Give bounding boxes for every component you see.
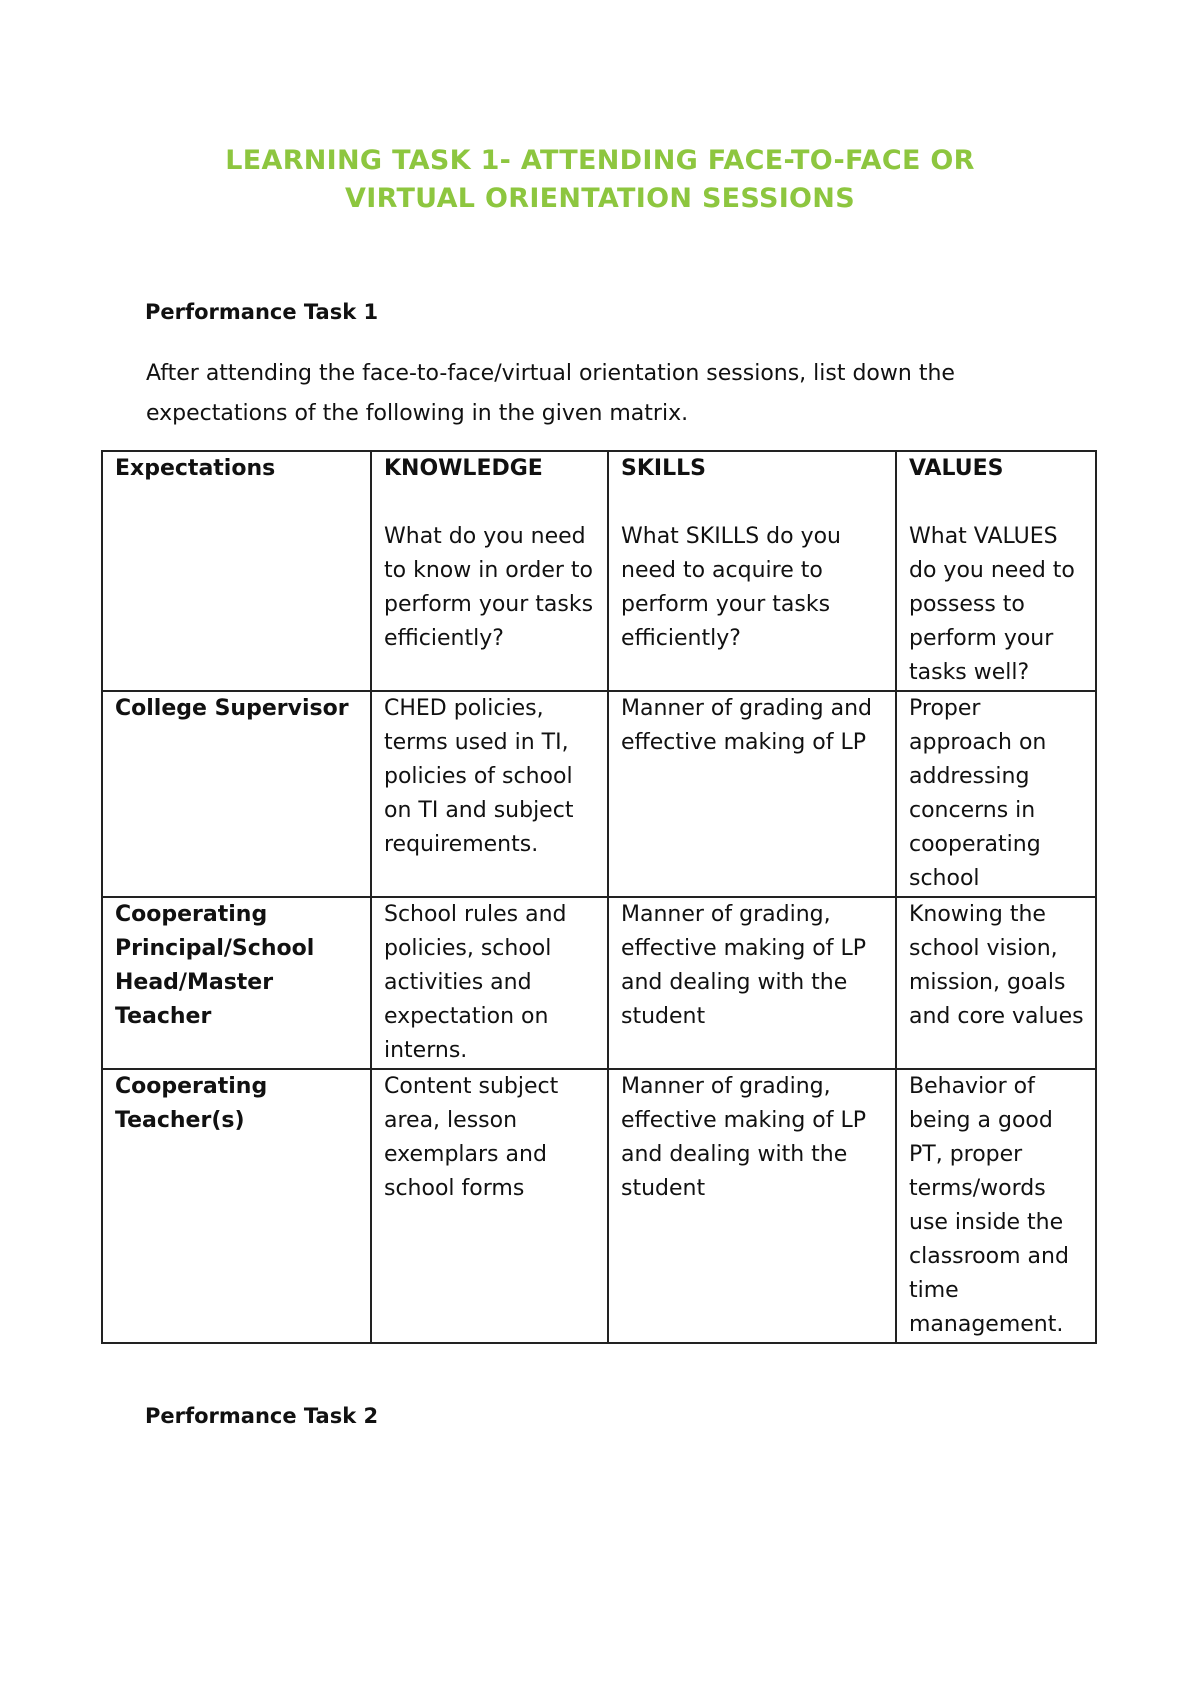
role-cell: Cooperating Principal/School Head/Master Teacher <box>102 897 371 1069</box>
title-line-1: LEARNING TASK 1- ATTENDING FACE-TO-FACE OR <box>225 145 975 176</box>
title-line-2: VIRTUAL ORIENTATION SESSIONS <box>345 183 855 214</box>
document-title <box>0 142 1200 218</box>
performance-task-1-heading: Performance Task 1 <box>145 300 379 324</box>
header-label: Expectations <box>115 456 276 481</box>
knowledge-cell: CHED policies, terms used in TI, policies of school on TI and subject requirements. <box>371 691 608 897</box>
header-cell-values <box>896 451 1096 691</box>
header-question: What VALUES do you need to possess to perform your tasks well? <box>909 524 1075 685</box>
skills-cell: Manner of grading, effective making of LP and dealing with the student <box>608 1069 896 1343</box>
header-label: VALUES <box>909 456 1004 481</box>
table-row <box>102 1069 1096 1343</box>
knowledge-cell: Content subject area, lesson exemplars and school forms <box>371 1069 608 1343</box>
header-row <box>102 451 1096 691</box>
performance-task-2-heading: Performance Task 2 <box>145 1404 379 1428</box>
header-cell-skills <box>608 451 896 691</box>
skills-cell: Manner of grading and effective making of LP <box>608 691 896 897</box>
values-cell: Proper approach on addressing concerns in cooperating school <box>896 691 1096 897</box>
header-cell-expectations <box>102 451 371 691</box>
values-cell: Knowing the school vision, mission, goals and core values <box>896 897 1096 1069</box>
role-cell: College Supervisor <box>102 691 371 897</box>
header-label: KNOWLEDGE <box>384 456 543 481</box>
expectations-matrix <box>101 450 1097 1344</box>
role-cell: Cooperating Teacher(s) <box>102 1069 371 1343</box>
skills-cell: Manner of grading, effective making of LP and dealing with the student <box>608 897 896 1069</box>
table-row <box>102 897 1096 1069</box>
knowledge-cell: School rules and policies, school activities and expectation on interns. <box>371 897 608 1069</box>
header-question: What do you need to know in order to perform your tasks efficiently? <box>384 524 594 651</box>
table-row <box>102 691 1096 897</box>
header-question: What SKILLS do you need to acquire to perform your tasks efficiently? <box>621 524 841 651</box>
instructions-paragraph: After attending the face-to-face/virtual orientation sessions, list down the expectations of the following in the given matrix. <box>146 361 955 426</box>
header-label: SKILLS <box>621 456 706 481</box>
header-cell-knowledge <box>371 451 608 691</box>
values-cell: Behavior of being a good PT, proper terms/words use inside the classroom and time management. <box>896 1069 1096 1343</box>
